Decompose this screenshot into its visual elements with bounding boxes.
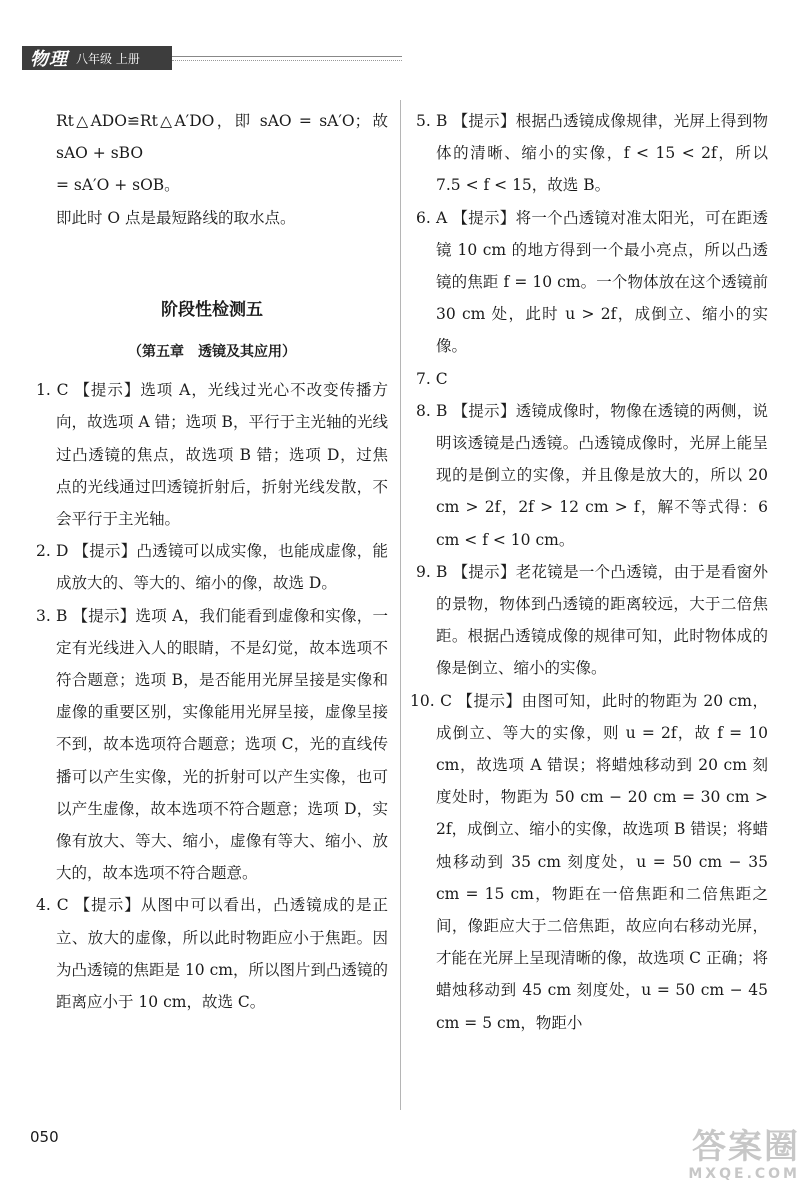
- answer-item: 1. C 【提示】选项 A，光线过光心不改变传播方向，故选项 A 错；选项 B，平行于主光轴的光线过凸透镜的焦点，故选项 B 错；选项 D，过焦点的光线通过凹透镜折射后，折射光线发散，不会平行于主光轴。: [36, 381, 388, 529]
- watermark-url: MXQE.COM: [688, 1166, 800, 1182]
- watermark-logo: [600, 1128, 800, 1194]
- answer-item: 6. A 【提示】将一个凸透镜对准太阳光，可在距透镜 10 cm 的地方得到一个最小亮点，所以凸透镜的焦距 f = 10 cm。一个物体放在这个透镜前 30 cm 处，此时 u > 2f，成倒立、缩小的实像。: [416, 208, 768, 356]
- grade-label: 八年级 上册: [76, 51, 140, 66]
- answer-item: 4. C 【提示】从图中可以看出，凸透镜成的是正立、放大的虚像，所以此时物距应小于焦距。因为凸透镜的焦距是 10 cm，所以图片到凸透镜的距离应小于 10 cm，故选 C。: [36, 896, 388, 1012]
- answer-item: 9. B 【提示】老花镜是一个凸透镜，由于是看窗外的景物，物体到凸透镜的距离较远，大于二倍焦距。根据凸透镜成像的规律可知，此时物体成的像是倒立、缩小的实像。: [416, 562, 768, 678]
- page-header: [22, 38, 402, 78]
- answer-item: 7. C: [416, 369, 448, 388]
- answer-item: 2. D 【提示】凸透镜可以成实像，也能成虚像，能成放大的、等大的、缩小的像，故选 D。: [36, 542, 388, 593]
- answer-item: 3. B 【提示】选项 A，我们能看到虚像和实像，一定有光线进入人的眼睛，不是幻觉，故本选项不符合题意；选项 B，是否能用光屏呈接是实像和虚像的重要区别，实像能用光屏呈接，虚像呈接不到，故本选项符合题意；选项 C，光的直线传播可以产生实像，光的折射可以产生实像，也可以产生虚像，故本选项不符合题意；选项 D，实像有放大、等大、缩小，虚像有等大、缩小、放大的，故本选项不符合题意。: [36, 606, 388, 883]
- subject-label: 物理: [30, 49, 68, 70]
- subject-tag: [22, 46, 172, 70]
- section-title: 阶段性检测五: [161, 299, 263, 320]
- right-column: [410, 105, 768, 1039]
- header-rule-dotted: [172, 60, 402, 61]
- column-divider: [400, 100, 401, 1110]
- continuation-line: Rt△ADO≌Rt△A′DO，即 sAO = sA′O；故 sAO + sBO: [56, 112, 388, 163]
- section-subtitle: （第五章 透镜及其应用）: [128, 344, 296, 361]
- left-column: [36, 105, 388, 1018]
- header-rule: [172, 56, 402, 57]
- continuation-line: 即此时 O 点是最短路线的取水点。: [56, 208, 296, 227]
- continuation-line: = sA′O + sOB。: [56, 176, 180, 195]
- answer-item: 5. B 【提示】根据凸透镜成像规律，光屏上得到物体的清晰、缩小的实像，f < 15 < 2f，所以 7.5 < f < 15，故选 B。: [416, 112, 768, 195]
- answer-item: 8. B 【提示】透镜成像时，物像在透镜的两侧，说明该透镜是凸透镜。凸透镜成像时，光屏上能呈现的是倒立的实像，并且像是放大的，所以 20 cm > 2f，2f > 12 cm > f，解不等式得：6 cm < f < 10 cm。: [416, 401, 768, 549]
- answer-item: 10. C 【提示】由图可知，此时的物距为 20 cm，成倒立、等大的实像，则 u = 2f，故 f = 10 cm，故选项 A 错误；将蜡烛移动到 20 cm 刻度处时，物距为 50 cm − 20 cm = 30 cm > 2f，成倒立、缩小的实像，故选项 B 错误；将蜡烛移动到 35 cm 刻度处，u = 50 cm − 35 cm = 15 cm，物距在一倍焦距和二倍焦距之间，像距应大于二倍焦距，故应向右移动光屏，才能在光屏上呈现清晰的像，故选项 C 正确；将蜡烛移动到 45 cm 刻度处，u = 50 cm − 45 cm = 5 cm，物距小: [410, 691, 768, 1032]
- watermark-text: 答案圈: [692, 1127, 800, 1167]
- page-number: 050: [30, 1128, 59, 1146]
